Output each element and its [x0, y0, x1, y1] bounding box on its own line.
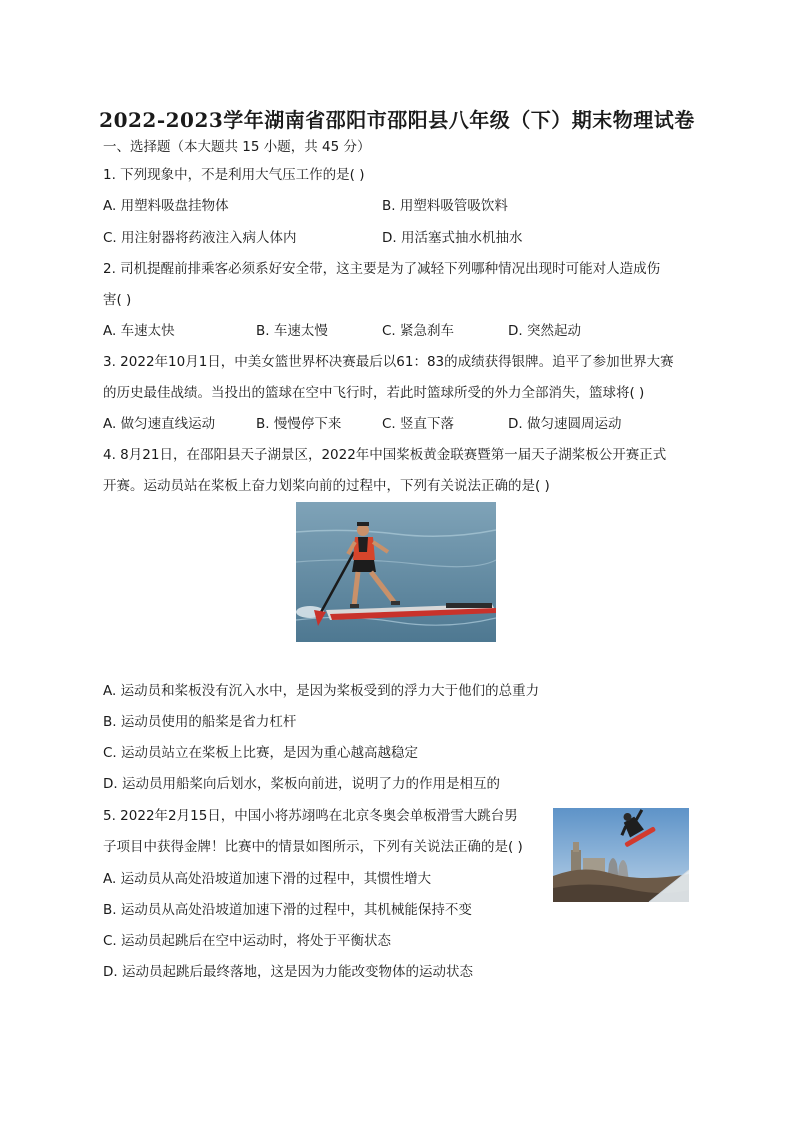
q5-stem-line2: 子项目中获得金牌！比赛中的情景如图所示，下列有关说法正确的是( ) — [103, 839, 523, 855]
q5-stem-line1: 5. 2022年2月15日，中国小将苏翊鸣在北京冬奥会单板滑雪大跳台男 — [103, 808, 518, 824]
q2-option-b: B. 车速太慢 — [256, 323, 328, 339]
q4-option-d: D. 运动员用船桨向后划水，桨板向前进，说明了力的作用是相互的 — [103, 776, 500, 792]
q4-stem-line2: 开赛。运动员站在桨板上奋力划桨向前的过程中，下列有关说法正确的是( ) — [103, 478, 550, 494]
q4-option-c: C. 运动员站立在桨板上比赛，是因为重心越高越稳定 — [103, 745, 419, 761]
q5-option-a: A. 运动员从高处沿坡道加速下滑的过程中，其惯性增大 — [103, 871, 432, 887]
q5-option-c: C. 运动员起跳后在空中运动时，将处于平衡状态 — [103, 933, 392, 949]
q5-option-b: B. 运动员从高处沿坡道加速下滑的过程中，其机械能保持不变 — [103, 902, 472, 918]
q1-option-d: D. 用活塞式抽水机抽水 — [382, 230, 523, 246]
q3-option-a: A. 做匀速直线运动 — [103, 416, 216, 432]
q2-stem-line1: 2. 司机提醒前排乘客必须系好安全带，这主要是为了减轻下列哪种情况出现时可能对人造成伤 — [103, 261, 661, 277]
q3-option-b: B. 慢慢停下来 — [256, 416, 342, 432]
q3-option-c: C. 竖直下落 — [382, 416, 455, 432]
q1-option-b: B. 用塑料吸管吸饮料 — [382, 198, 508, 214]
q3-stem-line1: 3. 2022年10月1日，中美女篮世界杯决赛最后以61：83的成绩获得银牌。追平了参加世界大赛 — [103, 354, 674, 370]
q2-option-c: C. 紧急刹车 — [382, 323, 455, 339]
q3-option-d: D. 做匀速圆周运动 — [508, 416, 622, 432]
paddleboard-photo — [296, 502, 496, 642]
q5-option-d: D. 运动员起跳后最终落地，这是因为力能改变物体的运动状态 — [103, 964, 473, 980]
q3-stem-line2: 的历史最佳战绩。当投出的篮球在空中飞行时，若此时篮球所受的外力全部消失，篮球将( ) — [103, 385, 645, 401]
q2-option-d: D. 突然起动 — [508, 323, 581, 339]
q1-stem: 1. 下列现象中，不是利用大气压工作的是( ) — [103, 167, 365, 183]
q4-option-b: B. 运动员使用的船桨是省力杠杆 — [103, 714, 297, 730]
section-heading: 一、选择题（本大题共 15 小题，共 45 分） — [103, 139, 371, 155]
snowboard-photo — [553, 808, 689, 902]
q1-option-a: A. 用塑料吸盘挂物体 — [103, 198, 229, 214]
q2-stem-line2: 害( ) — [103, 292, 132, 308]
exam-title: 2022-2023学年湖南省邵阳市邵阳县八年级（下）期末物理试卷 — [99, 108, 695, 132]
q4-stem-line1: 4. 8月21日，在邵阳县天子湖景区，2022年中国桨板黄金联赛暨第一届天子湖桨板公开赛正式 — [103, 447, 667, 463]
q4-option-a: A. 运动员和桨板没有沉入水中，是因为桨板受到的浮力大于他们的总重力 — [103, 683, 540, 699]
q1-option-c: C. 用注射器将药液注入病人体内 — [103, 230, 297, 246]
q2-option-a: A. 车速太快 — [103, 323, 175, 339]
